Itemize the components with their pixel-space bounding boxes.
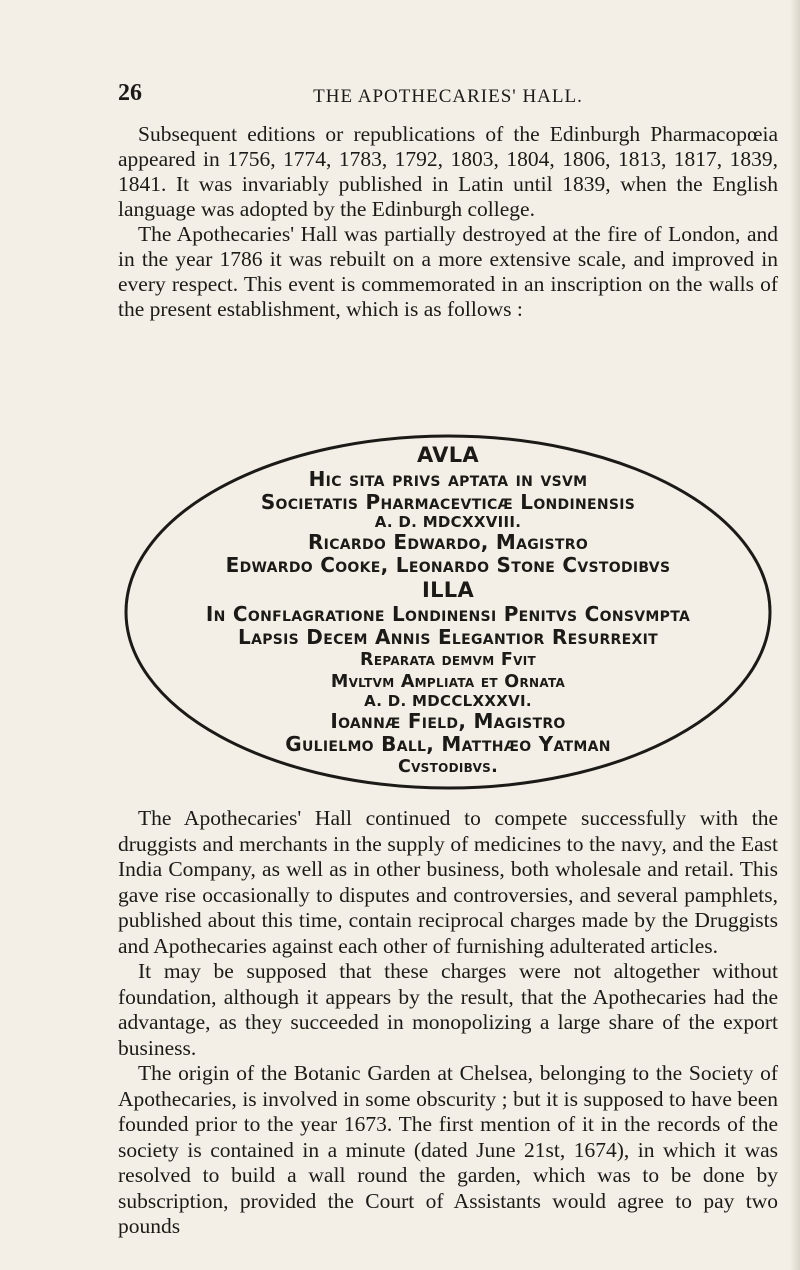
bottom-text-block: [118, 806, 778, 1240]
inscription-line: Societatis Pharmacevticæ Londinensis: [260, 490, 636, 514]
inscription-line: Gulielmo Ball, Matthæo Yatman: [285, 732, 611, 756]
page-header: [118, 80, 778, 120]
inscription-line: Ioannæ Field, Magistro: [330, 709, 566, 733]
inscription-line: Ricardo Edwardo, Magistro: [307, 530, 589, 554]
paragraph: The origin of the Botanic Garden at Chelsea, belonging to the Society of Apothecaries, is involved in some obscurity ; but it is supposed to have been founded prior to the year 1673. The first mention of it in the records of the society is contained in a minute (dated June 21st, 1674), in which it was resolved to build a wall round the garden, which was to be done by subscription, provided the Court of Assistants would agree to pay two pounds: [118, 1061, 778, 1238]
inscription-line: Mvltvm Ampliata et Ornata: [330, 672, 566, 692]
inscription-line: A. D. MDCXXVIII.: [374, 513, 522, 531]
inscription-oval: [118, 430, 778, 795]
inscription-line: In Conflagratione Londinensi Penitvs Consvmpta: [205, 602, 691, 626]
paragraph: Subsequent editions or republications of the Edinburgh Pharmacopœia appeared in 1756, 1774, 1783, 1792, 1803, 1804, 1806, 1813, 1817, 1839, 1841. It was invariably published in Latin until 1839, when the English language was adopted by the Edinburgh college.: [118, 122, 778, 221]
top-text-block: [118, 122, 778, 322]
inscription-line: Cvstodibvs.: [397, 757, 499, 777]
inscription-text: [118, 442, 778, 778]
inscription-line: AVLA: [417, 443, 479, 467]
paragraph: It may be supposed that these charges were not altogether without foundation, although it appears by the result, that the Apothecaries had the advantage, as they succeeded in monopolizing a large share of the export business.: [118, 959, 778, 1060]
inscription-line: Hic sita privs aptata in vsvm: [308, 467, 588, 491]
page-edge: [790, 0, 800, 1270]
inscription-line: ILLA: [421, 578, 475, 602]
paragraph: The Apothecaries' Hall continued to compete successfully with the druggists and merchants in the supply of medicines to the navy, and the East India Company, as well as in other business, both wholesale and retail. This gave rise occasionally to disputes and controversies, and several pamphlets, published about this time, contain reciprocal charges made by the Druggists and Apothecaries against each other of furnishing adulterated articles.: [118, 806, 778, 958]
inscription-line: A. D. MDCCLXXXVI.: [364, 692, 532, 710]
inscription-line: Edwardo Cooke, Leonardo Stone Cvstodibvs: [225, 553, 671, 577]
inscription-line: Reparata demvm Fvit: [360, 650, 536, 670]
running-head: THE APOTHECARIES' HALL.: [313, 86, 583, 107]
page-number: 26: [118, 80, 142, 106]
inscription-line: Lapsis Decem Annis Elegantior Resurrexit: [238, 625, 658, 649]
paragraph: The Apothecaries' Hall was partially destroyed at the fire of London, and in the year 1786 it was rebuilt on a more extensive scale, and improved in every respect. This event is commemorated in an inscription on the walls of the present establishment, which is as follows :: [118, 222, 778, 321]
